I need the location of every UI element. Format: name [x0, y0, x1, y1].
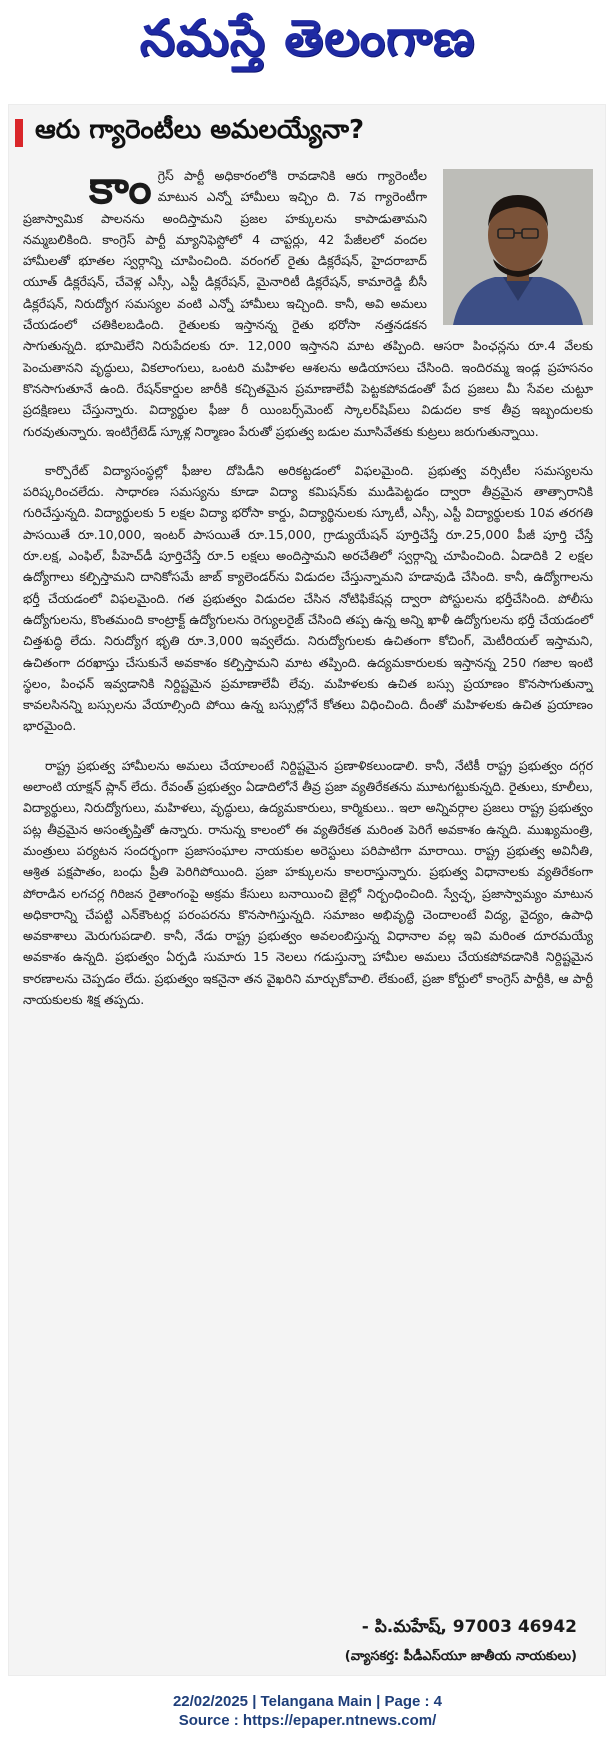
article-paragraph-3: రాష్ట్ర ప్రభుత్వ హామీలను అమలు చేయాలంటే నిర్దిష్టమైన ప్రణాళికలుండాలి. కానీ, నేటికీ రాష్ట్ర ప్రభుత్వం దగ్గర అలాంటి యాక్షన్ ప్లాన్ లేదు. రేవంత్ ప్రభుత్వం ఏడాదిలోనే తీవ్ర ప్రజా వ్యతిరేకతను మూటగట్టుకున్నది. రైతులు, కూలీలు, విద్యార్థులు, నిరుద్యోగులు, మహిళలు, వృద్ధులు, ఉద్యమకారులు, కార్మికులు.. ఇలా అన్నివర్గాల ప్రజలు రాష్ట్ర ప్రభుత్వం పట్ల తీవ్రమైన అసంతృప్తితో ఉన్నారు. రానున్న కాలంలో ఈ వ్యతిరేకత మరింత పెరిగే అవకాశం ఉన్నది. ముఖ్యమంత్రి, మంత్రులు పర్యటన సందర్భంగా ప్రజాసంఘాల నాయకుల అరెస్టులు పరిపాటిగా మారాయి. రాష్ట్ర ప్రభుత్వ అవినీతి, ఆశ్రిత పక్షపాతం, బంధు ప్రీతి పెరిగిపోయింది. ప్రజా హక్కులను కాలరాస్తున్నారు. ప్రభుత్వ విధానాలకు వ్యతిరేకంగా పోరాడిన లగచర్ల గిరిజన రైతాంగంపై అక్రమ కేసులు బనాయించి జైల్లో నిర్బంధించింది. స్వేచ్ఛ, ప్రజాస్వామ్యం మాటున అధికారాన్ని చేపట్టి ఎన్‌కౌంటర్ల పరంపరను కొనసాగిస్తున్నది. సమాజం అభివృద్ధి చెందాలంటే విద్య, వైద్యం, ఉపాధి అవకాశాలు మెరుగుపడాలి. కానీ, నేడు రాష్ట్ర ప్రభుత్వం అవలంబిస్తున్న విధానాల వల్ల ఇవి మరింత దూరమయ్యే అవకాశం ఉన్నది. ప్రభుత్వం ఏర్పడి సుమారు 15 నెలలు గడుస్తున్నా హామీల అమలు చేయకపోవడానికి నిర్దిష్టమైన కారణాలను చెప్పడం లేదు. ప్రభుత్వం ఇకనైనా తన వైఖరిని మార్చుకోవాలి. లేకుంటే, ప్రజా కోర్టులో కాంగ్రెస్ పార్టీకి, ఆ పార్టీ నాయకులకు శిక్ష తప్పదు. — [23, 757, 593, 1007]
article-paragraph-2: కార్పొరేట్ విద్యాసంస్థల్లో ఫీజుల దోపిడీని అరికట్టడంలో విఫలమైంది. ప్రభుత్వ వర్సిటీల సమస్యలను పరిష్కరించలేదు. సాధారణ సమస్యను కూడా విద్యా కమిషన్‌కు ముడిపెట్టడం ద్వారా తీవ్రమైన తాత్సారానికి గురిచేస్తున్నది. విద్యార్థులకు 5 లక్షల విద్యా భరోసా కార్డు, విద్యార్థినులకు స్కూటీ, ఎస్సీ, ఎస్టీ విద్యార్థులకు 10వ తరగతి పాసయితే రూ.10,000, ఇంటర్ పాసయితే రూ.15,000, గ్రాడ్యుయేషన్ పూర్తిచేస్తే రూ.25,000 పీజీ పూర్తి చేస్తే రూ.లక్ష, ఎంఫిల్, పీహెచ్‌డీ పూర్తిచేస్తే రూ.5 లక్షలు అందిస్తామని అరచేతిలో స్వర్గాన్ని చూపించింది. ఏడాదికి 2 లక్షల ఉద్యోగాలు కల్పిస్తామని దానికోసమే జాబ్ క్యాలెండర్‌ను విడుదల చేస్తున్నామని హడావుడి చేసింది. కానీ, ఉద్యోగాలను భర్తీ చేయడంలో విఫలమైంది. గత ప్రభుత్వం విడుదల చేసిన నోటిఫికేషన్ల ద్వారా పోస్టులను భర్తీచేసింది. పోలీసు ఉద్యోగులను, కొంతమంది కాంట్రాక్ట్ ఉద్యోగులను రెగ్యులరైజ్ చేసింది తప్ప ఉన్న అన్ని ఖాళీ ఉద్యోగులను భర్తీ చేయడంలో చిత్తశుద్ధి లేదు. నిరుద్యోగ భృతి రూ.3,000 ఇవ్వలేదు. నిరుద్యోగులకు ఉచితంగా కోచింగ్, మెటీరియల్ ఇస్తామని, ఉచితంగా దరఖాస్తు చేసుకునే అవకాశం కల్పిస్తామని మాట తప్పింది. ఉద్యమకారులకు ఇస్తానన్న 250 గజాల ఇంటి స్థలం, పింఛన్ ఇవ్వడానికి నిర్దిష్టమైన ప్రమాణాలేవీ లేవు. మహిళలకు ఉచిత బస్సు ప్రయాణం కొనసాగుతున్నా కావలసినన్ని బస్సులను వేయాల్సింది పోయి ఉన్న బస్సుల్లోనే కోతలు విధించింది. దీంతో మహిళలకు ఉచిత ప్రయాణం భారమైంది. — [23, 462, 593, 734]
page-footer — [0, 1692, 615, 1730]
paragraph-1-text: గ్రెస్ పార్టీ అధికారంలోకి రావడానికి ఆరు గ్యారెంటీల మాటున ఎన్నో హామీలు ఇచ్చిం ది. 7వ గ్యారెంటీగా ప్రజాస్వామిక పాలనను అందిస్తామని ప్రజల హక్కులను కాపాడుతామని నమ్మబలికింది. కాంగ్రెస్ పార్టీ మ్యానిఫెస్టోలో 4 చాప్టర్లు, 42 పేజీలలో వందల హామీలతో భూతల స్వర్గాన్ని చూపించింది. వరంగల్ రైతు డిక్లరేషన్, హైదరాబాద్ యూత్ డిక్లరేషన్, చేవెళ్ల ఎస్సీ, ఎస్టీ డిక్లరేషన్, మైనారిటీ డిక్లరేషన్, కామారెడ్డి బీసీ డిక్లరేషన్, నిరుద్యోగ సమస్యల వంటి ఎన్నో హామీలు ఇచ్చింది. కానీ, అవి అమలు చేయడంలో చతికిలబడింది. రైతులకు ఇస్తానన్న రైతు భరోసా నత్తనడకన సాగుతున్నది. భూమిలేని నిరుపేదలకు రూ. 12,000 ఇస్తానని మాట తప్పింది. ఆసరా పింఛన్లను రూ.4 వేలకు పెంచుతానని వృద్ధులు, వికలాంగులు, ఒంటరి మహిళల ఆశలను అడియాసలు చేసింది. ఇందిరమ్మ ఇండ్ల ప్రహసనం కొనసాగుతూనే ఉంది. రేషన్‌కార్డుల జారీకి కచ్చితమైన ప్రమాణాలేవీ పెట్టకపోవడంతో పేద ప్రజలు మీ సేవల చుట్టూ ప్రదక్షిణలు చేస్తున్నారు. విద్యార్థుల ఫీజు రీ యింబర్స్‌మెంట్ స్కాలర్‌షిప్‌లు విడుదల కాక తీవ్ర ఇబ్బందులకు గురవుతున్నారు. ఇంటిగ్రేటెడ్ స్కూళ్ల నిర్మాణం పేరుతో ప్రభుత్వ బడుల మూసివేతకు కుట్రలు జరుగుతున్నాయి. — [23, 168, 593, 439]
author-byline: - పి.మహేష్, 97003 46942 — [361, 1617, 577, 1637]
headline-text: ఆరు గ్యారెంటీలు అమలయ్యేనా? — [35, 115, 365, 145]
headline-accent-bar — [15, 119, 23, 147]
edition-info: 22/02/2025 | Telangana Main | Page : 4 — [172, 1693, 443, 1710]
article-headline — [15, 115, 599, 151]
article-body — [23, 160, 593, 1028]
article-clipping — [8, 104, 606, 1676]
drop-cap: కాం — [89, 160, 152, 214]
source-link: Source : https://epaper.ntnews.com/ — [178, 1712, 437, 1729]
article-paragraph-1 — [23, 160, 593, 442]
masthead-title: నమస్తే తెలంగాణ — [139, 8, 476, 67]
author-role: (వ్యాసకర్త: పీడీఎస్‌యూ జాతీయ నాయకులు) — [344, 1649, 577, 1664]
newspaper-masthead — [0, 0, 615, 88]
